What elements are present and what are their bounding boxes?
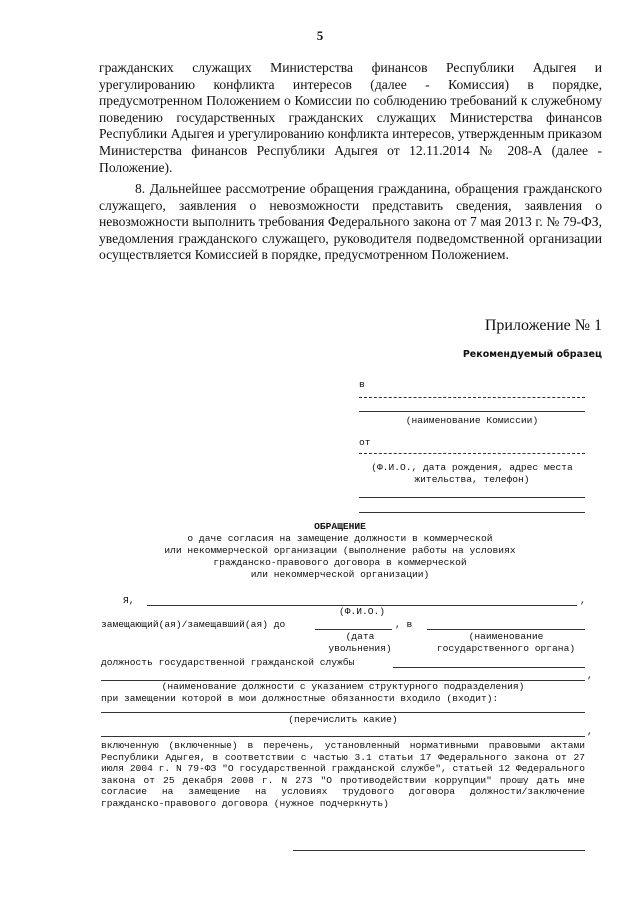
org-caption-2: государственного органа) [436,643,576,654]
comma-v-label: , в [395,619,413,630]
org-field-line[interactable] [427,629,585,630]
from-line-1 [359,453,585,454]
list-hint: (перечислить какие) [288,714,398,725]
from-line-2 [359,497,585,498]
form-subtitle-3: гражданско-правового договора в коммерческой [213,557,467,568]
duties-field-line-1[interactable] [101,712,585,713]
comma-mark: , [580,595,586,606]
ya-label: Я, [123,595,135,606]
fio-hint-2: жительства, телефон) [414,474,530,485]
form-subtitle-4: или некоммерческой организации) [250,569,430,580]
duties-label: при замещении которой в мои должностные обязанности входило (входит): [101,693,499,704]
form-subtitle-2: или некоммерческой организации (выполнение работы на условиях [164,545,516,556]
to-label: в [359,379,365,390]
commission-line-1 [359,397,585,398]
date-field-line[interactable] [315,629,392,630]
duties-field-line-2[interactable] [101,736,585,737]
appendix-heading: Приложение № 1 [484,317,602,334]
page-number: 5 [316,28,324,43]
position-label: должность государственной гражданской службы [101,657,355,668]
consent-request-text: включенную (включенные) в перечень, установленный нормативными правовыми актами Республики Адыгея, в соответствии с частью 3.1 статьи 17 Федерального закона от 27 июля 2004 г. N 79-ФЗ "О государственной гражданской службе", статьей 12 Федерального закона от 25 декабря 2008 г. N 273 "О противодействии коррупции" прошу дать мне согласие на замещение на условиях трудового договора должности/заключение гражданско-правового договора (нужное подчеркнуть) [101,740,585,809]
commission-line-2 [359,411,585,412]
from-label: от [359,437,371,448]
underline-choice-line[interactable] [293,850,585,851]
org-caption-1: (наименование [468,631,544,642]
form-title: ОБРАЩЕНИЕ [314,521,366,532]
position-hint: (наименование должности с указанием структурного подразделения) [161,681,525,692]
recommended-sample-label: Рекомендуемый образец [462,349,602,360]
position-field-line-1[interactable] [393,667,585,668]
fio-hint-1: (Ф.И.О., дата рождения, адрес места [371,462,573,473]
fio-caption: (Ф.И.О.) [338,606,386,617]
comma-mark-3: , [587,726,593,737]
paragraph-8: 8. Дальнейшее рассмотрение обращения гражданина, обращения гражданского служащего, заявления о невозможности представить сведения, заявления о невозможности выполнить требования Федерального закона от 7 мая 2013 г. № 79-ФЗ, уведомления гражданского служащего, руководителя подведомственной организации осуществляется Комиссией в порядке, предусмотренном Положением. [99,181,602,263]
date-caption-2: увольнения) [328,643,392,654]
date-caption-1: (дата [345,631,375,642]
form-subtitle-1: о даче согласия на замещение должности в коммерческой [187,533,493,544]
commission-hint: (наименование Комиссии) [405,415,539,426]
paragraph-continuation: гражданских служащих Министерства финансов Республики Адыгея и урегулированию конфликта интересов (далее - Комиссия) в порядке, предусмотренном Положением о Комиссии по соблюдению требований к служебному поведению государственных гражданских служащих Министерства финансов Республики Адыгея и урегулированию конфликта интересов, утвержденным приказом Министерства финансов Республики Адыгея от 12.11.2014 № 208-А (далее - Положение). [99,60,603,175]
comma-mark-2: , [587,670,593,681]
from-line-3 [359,512,585,513]
replacing-label: замещающий(ая)/замещавший(ая) до [101,619,286,630]
